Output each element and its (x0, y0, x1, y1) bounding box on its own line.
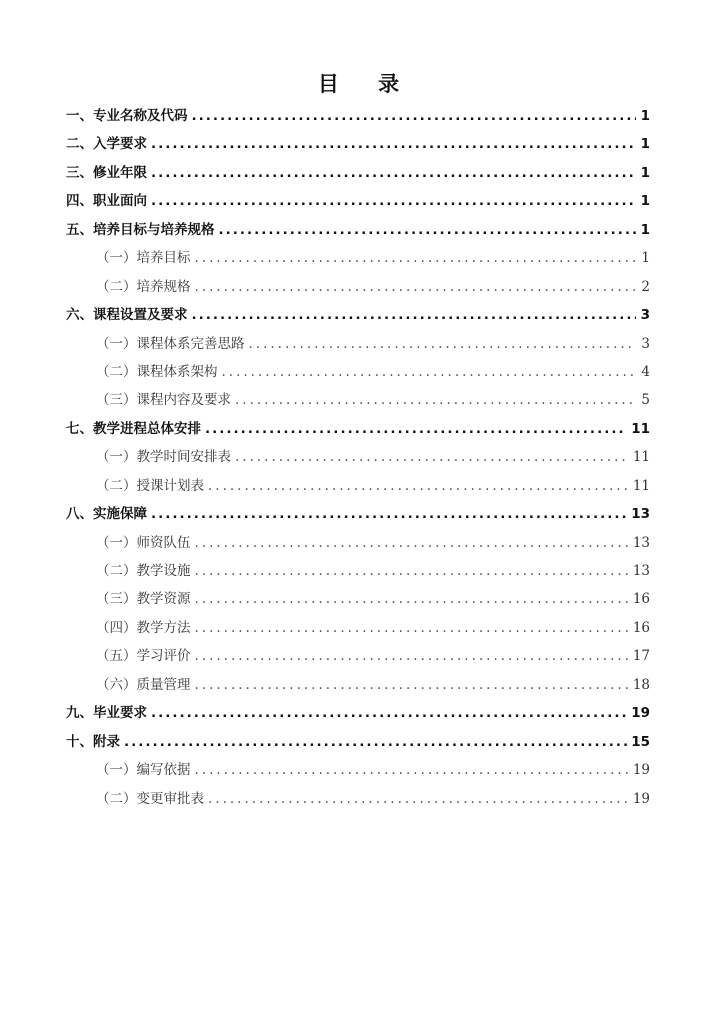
toc-section-entry[interactable] (66, 330, 650, 358)
toc-dot-leader (195, 244, 637, 272)
toc-dot-leader (219, 216, 637, 244)
toc-entry-label: （二）变更审批表 (96, 790, 204, 807)
toc-page-number: 19 (632, 762, 650, 779)
toc-dot-leader (124, 728, 627, 756)
toc-entry-label: （五）学习评价 (96, 648, 191, 665)
toc-section-entry[interactable] (66, 614, 650, 642)
toc-entry-label: 五、培养目标与培养规格 (66, 221, 215, 238)
toc-section-entry[interactable] (66, 756, 650, 784)
toc-dot-leader (151, 130, 636, 158)
toc-entry-label: （一）课程体系完善思路 (96, 335, 245, 352)
toc-page-number: 1 (640, 108, 650, 124)
toc-chapter-entry[interactable] (66, 301, 650, 329)
toc-section-entry[interactable] (66, 358, 650, 386)
toc-page-number: 13 (632, 534, 650, 551)
toc-dot-leader (195, 529, 629, 557)
toc-page-number: 11 (631, 420, 650, 437)
toc-dot-leader (195, 756, 629, 784)
toc-entry-label: （二）教学设施 (96, 563, 191, 579)
toc-dot-leader (195, 585, 629, 613)
toc-page-number: 1 (640, 193, 650, 210)
toc-page-number: 1 (641, 250, 650, 267)
toc-section-entry[interactable] (66, 785, 650, 813)
toc-dot-leader (192, 301, 637, 329)
toc-page-number: 11 (632, 449, 650, 466)
toc-section-entry[interactable] (66, 585, 650, 613)
toc-section-entry[interactable] (66, 671, 650, 699)
toc-entry-label: 九、毕业要求 (66, 705, 147, 722)
toc-dot-leader (195, 557, 629, 585)
toc-chapter-entry[interactable] (66, 102, 650, 130)
toc-page-number: 3 (641, 335, 650, 352)
toc-entry-label: 一、专业名称及代码 (66, 108, 188, 124)
toc-section-entry[interactable] (66, 273, 650, 301)
toc-entry-label: （一）教学时间安排表 (96, 449, 231, 466)
toc-entry-label: （二）授课计划表 (96, 477, 204, 494)
toc-page-number: 18 (632, 676, 650, 693)
toc-chapter-entry[interactable] (66, 130, 650, 158)
toc-page-number: 11 (632, 477, 650, 494)
toc-page-number: 3 (640, 307, 650, 324)
toc-chapter-entry[interactable] (66, 415, 650, 443)
toc-dot-leader (151, 699, 627, 727)
toc-page-number: 13 (632, 563, 650, 579)
toc-chapter-entry[interactable] (66, 500, 650, 528)
toc-page-number: 5 (641, 392, 650, 409)
page-title: 目 录 (317, 72, 416, 96)
toc-entry-label: （三）课程内容及要求 (96, 392, 231, 409)
toc-entry-label: （二）培养规格 (96, 278, 191, 295)
toc-entry-label: （三）教学资源 (96, 591, 191, 608)
toc-chapter-entry[interactable] (66, 699, 650, 727)
toc-entry-label: 二、入学要求 (66, 136, 147, 153)
toc-dot-leader (151, 187, 636, 215)
toc-section-entry[interactable] (66, 529, 650, 557)
toc-dot-leader (195, 614, 629, 642)
toc-page-number: 17 (632, 648, 650, 665)
toc-chapter-entry[interactable] (66, 728, 650, 756)
toc-page-number: 16 (632, 619, 650, 636)
toc-entry-label: 三、修业年限 (66, 164, 147, 181)
toc-page-number: 4 (641, 363, 650, 380)
toc-dot-leader (205, 415, 627, 443)
toc-page-number: 16 (632, 591, 650, 608)
toc-page-number: 15 (631, 733, 650, 750)
toc-entry-label: （二）课程体系架构 (96, 363, 218, 380)
toc-dot-leader (192, 102, 637, 130)
toc-entry-label: 八、实施保障 (66, 506, 147, 523)
toc-section-entry[interactable] (66, 244, 650, 272)
toc-entry-label: （四）教学方法 (96, 619, 191, 636)
toc-dot-leader (195, 273, 637, 301)
toc-entry-label: （一）师资队伍 (96, 534, 191, 551)
toc-chapter-entry[interactable] (66, 159, 650, 187)
toc-entry-label: （一）编写依据 (96, 762, 191, 779)
toc-dot-leader (222, 358, 637, 386)
toc-chapter-entry[interactable] (66, 187, 650, 215)
toc-section-entry[interactable] (66, 472, 650, 500)
toc-section-entry[interactable] (66, 557, 650, 585)
toc-section-entry[interactable] (66, 443, 650, 471)
toc-entry-label: 十、附录 (66, 733, 120, 750)
toc-dot-leader (235, 386, 636, 414)
toc-dot-leader (249, 330, 637, 358)
toc-dot-leader (151, 500, 627, 528)
toc-page-number: 1 (640, 221, 650, 238)
toc-dot-leader (208, 785, 629, 813)
toc-dot-leader (195, 671, 629, 699)
toc-entry-label: （一）培养目标 (96, 250, 191, 267)
toc-entry-label: 七、教学进程总体安排 (66, 420, 201, 437)
toc-entry-label: 六、课程设置及要求 (66, 307, 188, 324)
toc-page-number: 13 (631, 506, 650, 523)
toc-page-number: 19 (631, 705, 650, 722)
toc-chapter-entry[interactable] (66, 216, 650, 244)
toc-section-entry[interactable] (66, 386, 650, 414)
toc-section-entry[interactable] (66, 642, 650, 670)
toc-dot-leader (151, 159, 636, 187)
toc-entry-label: （六）质量管理 (96, 676, 191, 693)
table-of-contents (66, 102, 650, 813)
toc-page-number: 2 (641, 278, 650, 295)
toc-entry-label: 四、职业面向 (66, 193, 147, 210)
toc-page-number: 1 (640, 164, 650, 181)
toc-dot-leader (235, 443, 629, 471)
toc-dot-leader (208, 472, 629, 500)
toc-dot-leader (195, 642, 629, 670)
toc-page-number: 19 (632, 790, 650, 807)
toc-page-number: 1 (640, 136, 650, 153)
